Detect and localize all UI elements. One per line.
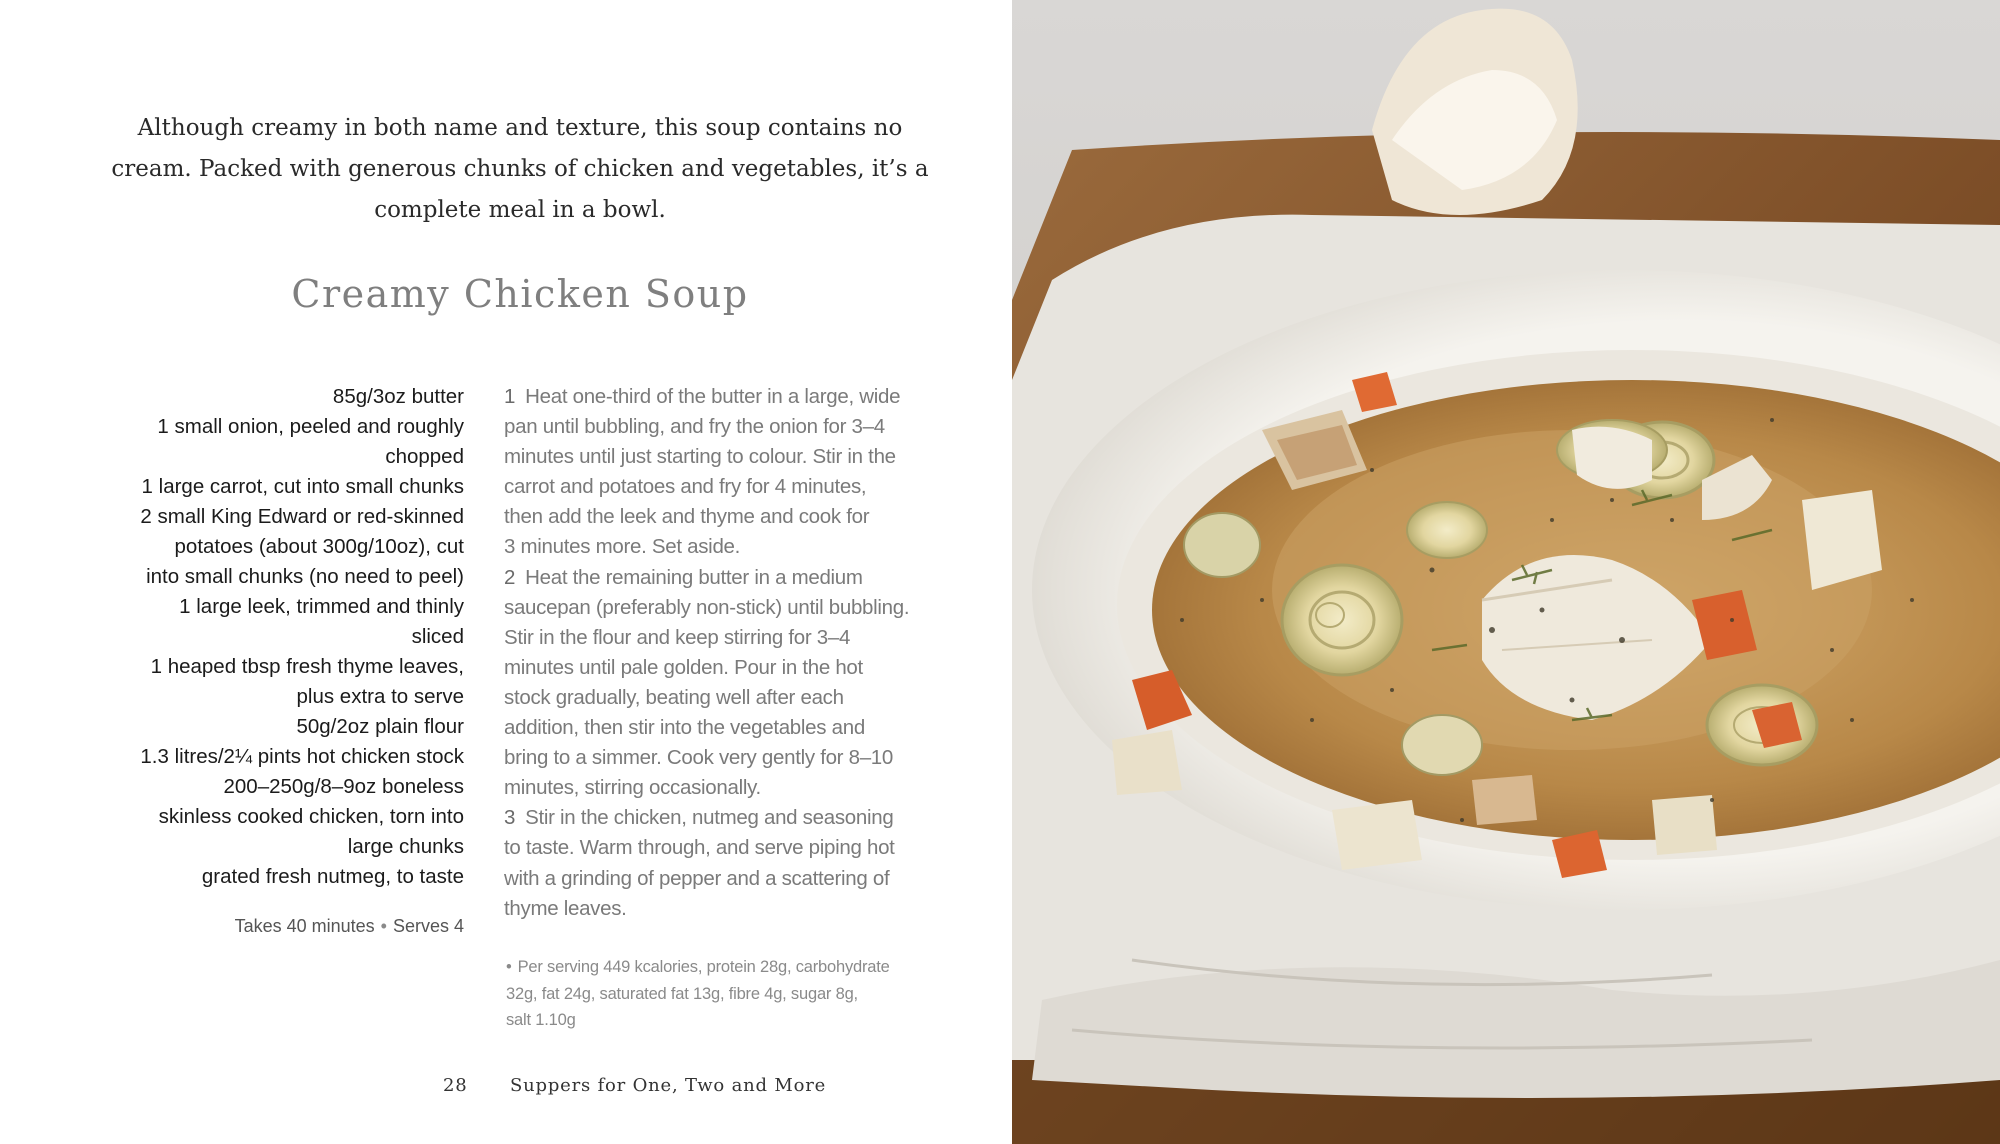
nutrition-line: salt 1.10g bbox=[506, 1011, 576, 1029]
nutrition-line bbox=[506, 954, 946, 981]
method-steps bbox=[504, 382, 954, 924]
ingredient-line: plus extra to serve bbox=[296, 685, 464, 708]
ingredients-list bbox=[100, 382, 464, 892]
method-step bbox=[504, 382, 954, 563]
section-title: Suppers for One, Two and More bbox=[510, 1075, 827, 1096]
intro-text: Although creamy in both name and texture, this soup contains no cream. Packed with generous chunks of chicken and vegetables, it’s a complete meal in a bowl. bbox=[111, 115, 929, 223]
step-line: 3 minutes more. Set aside. bbox=[504, 535, 741, 559]
ingredient-line: into small chunks (no need to peel) bbox=[146, 565, 464, 588]
step-line: addition, then stir into the vegetables and bbox=[504, 716, 865, 740]
step-number: 3 bbox=[504, 806, 516, 830]
soup-bowl-image bbox=[1012, 0, 2000, 1144]
nutrition-info bbox=[506, 954, 946, 1034]
recipe-title: Creamy Chicken Soup bbox=[291, 272, 749, 316]
ingredient-line: 85g/3oz butter bbox=[332, 385, 464, 408]
step-line: stock gradually, beating well after each bbox=[504, 685, 844, 709]
step-line bbox=[504, 382, 954, 412]
ingredient-line: chopped bbox=[385, 445, 464, 468]
nutrition-text: Per serving 449 kcalories, protein 28g, carbohydrate bbox=[517, 958, 890, 976]
nutrition-bullet: • bbox=[506, 958, 512, 976]
step-text: Stir in the chicken, nutmeg and seasoning bbox=[525, 806, 894, 830]
step-line: to taste. Warm through, and serve piping hot bbox=[504, 836, 895, 860]
ingredient-line: 1 small onion, peeled and roughly bbox=[157, 415, 464, 438]
meta-separator: • bbox=[380, 916, 387, 936]
step-line: saucepan (preferably non-stick) until bubbling. bbox=[504, 595, 910, 619]
ingredient-line: 200–250g/8–9oz boneless bbox=[223, 775, 464, 798]
ingredient-line: 1.3 litres/2¼ pints hot chicken stock bbox=[140, 745, 464, 768]
step-line bbox=[504, 563, 954, 593]
ingredient-line: grated fresh nutmeg, to taste bbox=[201, 865, 464, 888]
ingredient-line: potatoes (about 300g/10oz), cut bbox=[174, 535, 464, 558]
ingredient-line: large chunks bbox=[347, 835, 464, 858]
step-number: 1 bbox=[504, 385, 516, 408]
step-number: 2 bbox=[504, 565, 516, 589]
step-line: pan until bubbling, and fry the onion for 3–4 bbox=[504, 415, 885, 439]
recipe-meta bbox=[100, 916, 464, 937]
step-line: carrot and potatoes and fry for 4 minutes, bbox=[504, 475, 867, 499]
step-line: with a grinding of pepper and a scattering of bbox=[504, 866, 890, 890]
step-line: thyme leaves. bbox=[504, 896, 627, 920]
step-line: minutes, stirring occasionally. bbox=[504, 776, 761, 800]
step-text: Heat one-third of the butter in a large, wide bbox=[525, 385, 901, 408]
page-number: 28 bbox=[443, 1075, 468, 1096]
step-line: bring to a simmer. Cook very gently for 8–10 bbox=[504, 746, 894, 770]
servings: Serves 4 bbox=[392, 916, 464, 936]
step-text: Heat the remaining butter in a medium bbox=[525, 565, 863, 589]
ingredient-line: sliced bbox=[411, 625, 464, 648]
nutrition-line: 32g, fat 24g, saturated fat 13g, fibre 4g, sugar 8g, bbox=[506, 984, 858, 1003]
step-line: minutes until just starting to colour. Stir in the bbox=[504, 445, 896, 469]
ingredient-line: 1 large leek, trimmed and thinly bbox=[179, 595, 464, 618]
ingredient-line: skinless cooked chicken, torn into bbox=[158, 805, 464, 828]
method-step bbox=[504, 563, 954, 804]
step-line: Stir in the flour and keep stirring for 3–4 bbox=[504, 625, 851, 649]
prep-time: Takes 40 minutes bbox=[234, 916, 375, 936]
ingredient-line: 1 large carrot, cut into small chunks bbox=[141, 475, 464, 498]
soup-photo bbox=[1012, 0, 2000, 1144]
ingredient-line: 2 small King Edward or red-skinned bbox=[140, 505, 464, 528]
step-line bbox=[504, 803, 954, 833]
ingredient-line: 50g/2oz plain flour bbox=[296, 715, 464, 738]
ingredient-line: 1 heaped tbsp fresh thyme leaves, bbox=[150, 655, 464, 678]
method-step bbox=[504, 803, 954, 923]
step-line: then add the leek and thyme and cook for bbox=[504, 505, 870, 529]
step-line: minutes until pale golden. Pour in the hot bbox=[504, 655, 863, 679]
